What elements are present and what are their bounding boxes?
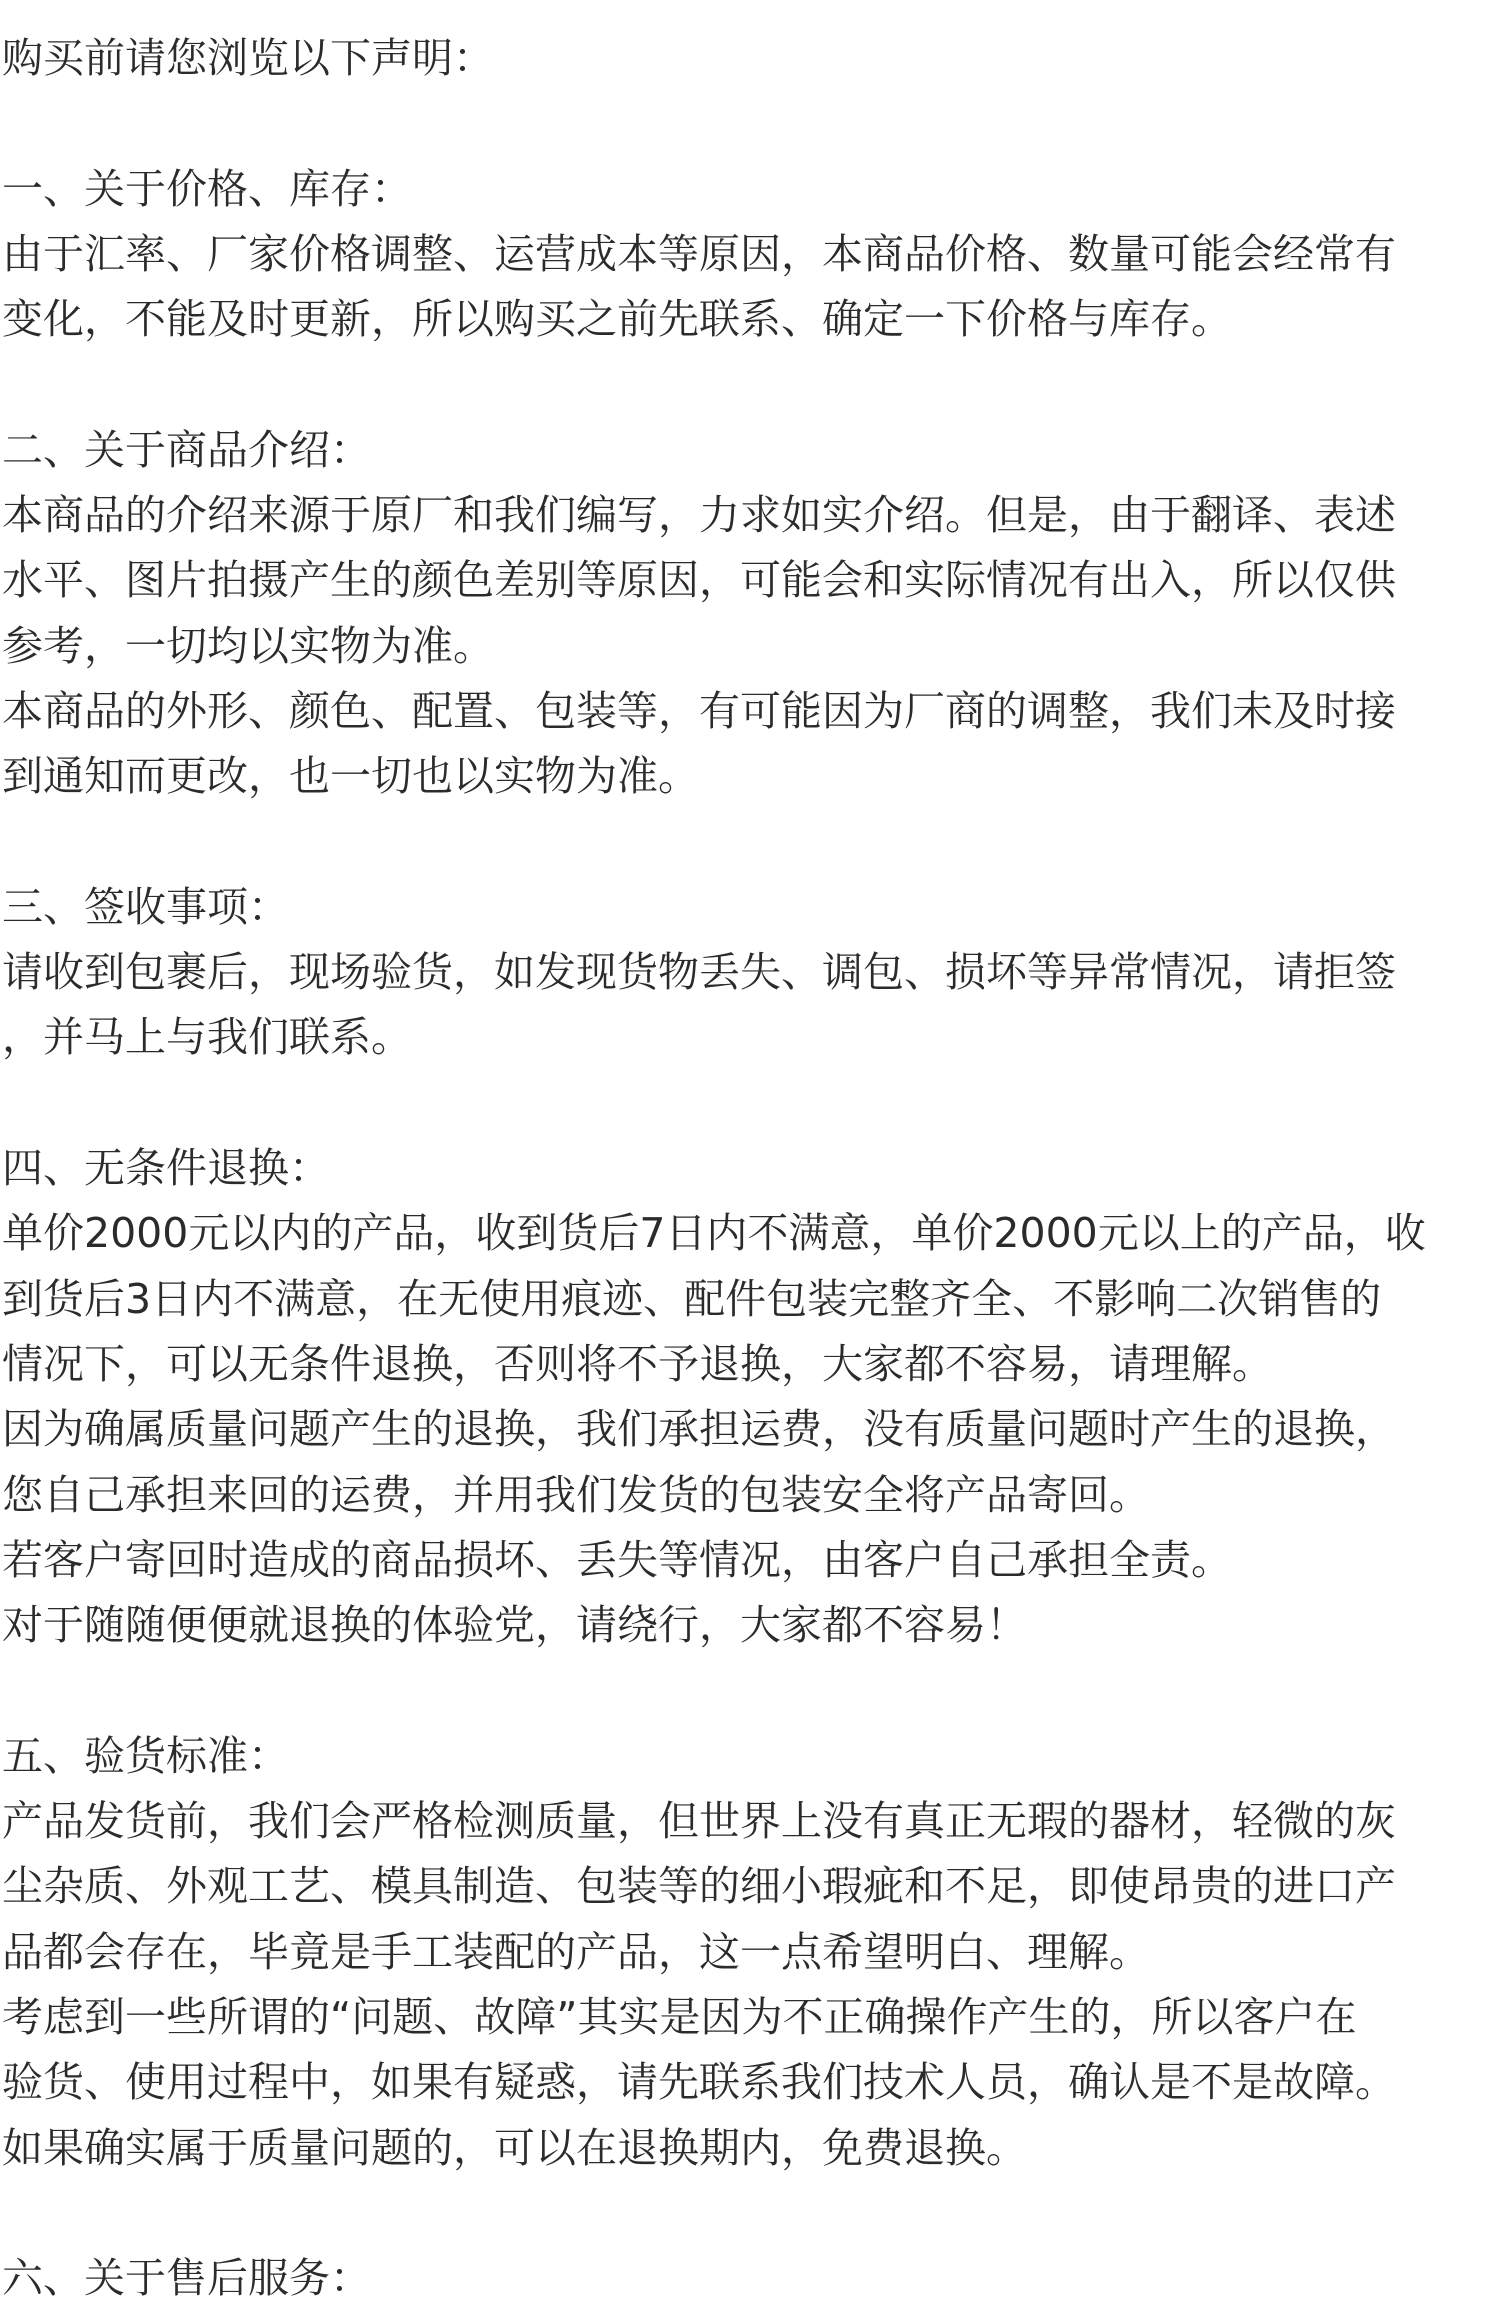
section-line: 本商品的外形、颜色、配置、包装等，有可能因为厂商的调整，我们未及时接 bbox=[2, 686, 1396, 735]
section-line: 参考，一切均以实物为准。 bbox=[2, 621, 494, 670]
section-heading: 三、签收事项： bbox=[2, 882, 289, 931]
section-line: 情况下，可以无条件退换，否则将不予退换，大家都不容易，请理解。 bbox=[2, 1339, 1273, 1388]
paragraph-gap bbox=[2, 2181, 1498, 2246]
paragraph-gap bbox=[2, 1071, 1498, 1136]
disclaimer-document bbox=[2, 0, 1498, 2311]
section-line: 若客户寄回时造成的商品损坏、丢失等情况，由客户自己承担全责。 bbox=[2, 1535, 1232, 1584]
section-line: 到通知而更改，也一切也以实物为准。 bbox=[2, 752, 699, 801]
section-line: 品都会存在，毕竟是手工装配的产品，这一点希望明白、理解。 bbox=[2, 1927, 1150, 1976]
section-delivery-signing bbox=[2, 875, 1498, 1071]
paragraph-gap bbox=[2, 1658, 1498, 1723]
section-inspection-standard bbox=[2, 1724, 1498, 2181]
section-line: 水平、图片拍摄产生的颜色差别等原因，可能会和实际情况有出入，所以仅供 bbox=[2, 556, 1396, 605]
section-heading: 四、无条件退换： bbox=[2, 1144, 330, 1193]
section-line: 如果确实属于质量问题的，可以在退换期内，免费退换。 bbox=[2, 2123, 1027, 2172]
intro-text: 购买前请您浏览以下声明： bbox=[2, 34, 494, 82]
section-line: ，并马上与我们联系。 bbox=[2, 1013, 412, 1062]
section-heading: 五、验货标准： bbox=[2, 1731, 289, 1780]
section-unconditional-return bbox=[2, 1136, 1498, 1658]
section-line: 考虑到一些所谓的“问题、故障”其实是因为不正确操作产生的，所以客户在 bbox=[2, 1992, 1357, 2041]
section-line: 验货、使用过程中，如果有疑惑，请先联系我们技术人员，确认是不是故障。 bbox=[2, 2058, 1396, 2107]
section-after-sales bbox=[2, 2246, 1498, 2311]
paragraph-gap bbox=[2, 91, 1498, 156]
section-line: 产品发货前，我们会严格检测质量，但世界上没有真正无瑕的器材，轻微的灰 bbox=[2, 1797, 1396, 1846]
section-price-stock bbox=[2, 157, 1498, 353]
section-heading: 六、关于售后服务： bbox=[2, 2254, 371, 2303]
section-line: 由于汇率、厂家价格调整、运营成本等原因，本商品价格、数量可能会经常有 bbox=[2, 229, 1396, 278]
section-heading: 一、关于价格、库存： bbox=[2, 164, 412, 213]
section-line: 本商品的介绍来源于原厂和我们编写，力求如实介绍。但是，由于翻译、表述 bbox=[2, 491, 1396, 540]
paragraph-gap bbox=[2, 810, 1498, 875]
section-line: 单价2000元以内的产品，收到货后7日内不满意，单价2000元以上的产品，收 bbox=[2, 1209, 1426, 1258]
section-line: 尘杂质、外观工艺、模具制造、包装等的细小瑕疵和不足，即使昂贵的进口产 bbox=[2, 1862, 1396, 1911]
paragraph-gap bbox=[2, 352, 1498, 417]
section-line: 变化，不能及时更新，所以购买之前先联系、确定一下价格与库存。 bbox=[2, 295, 1232, 344]
section-heading: 二、关于商品介绍： bbox=[2, 425, 371, 474]
section-line: 因为确属质量问题产生的退换，我们承担运费，没有质量问题时产生的退换， bbox=[2, 1405, 1396, 1454]
section-line: 请收到包裹后，现场验货，如发现货物丢失、调包、损坏等异常情况，请拒签 bbox=[2, 948, 1396, 997]
section-line: 您自己承担来回的运费，并用我们发货的包装安全将产品寄回。 bbox=[2, 1470, 1150, 1519]
section-line: 对于随随便便就退换的体验党，请绕行，大家都不容易！ bbox=[2, 1601, 1027, 1650]
section-line: 到货后3日内不满意，在无使用痕迹、配件包装完整齐全、不影响二次销售的 bbox=[2, 1274, 1382, 1323]
section-product-intro bbox=[2, 418, 1498, 810]
